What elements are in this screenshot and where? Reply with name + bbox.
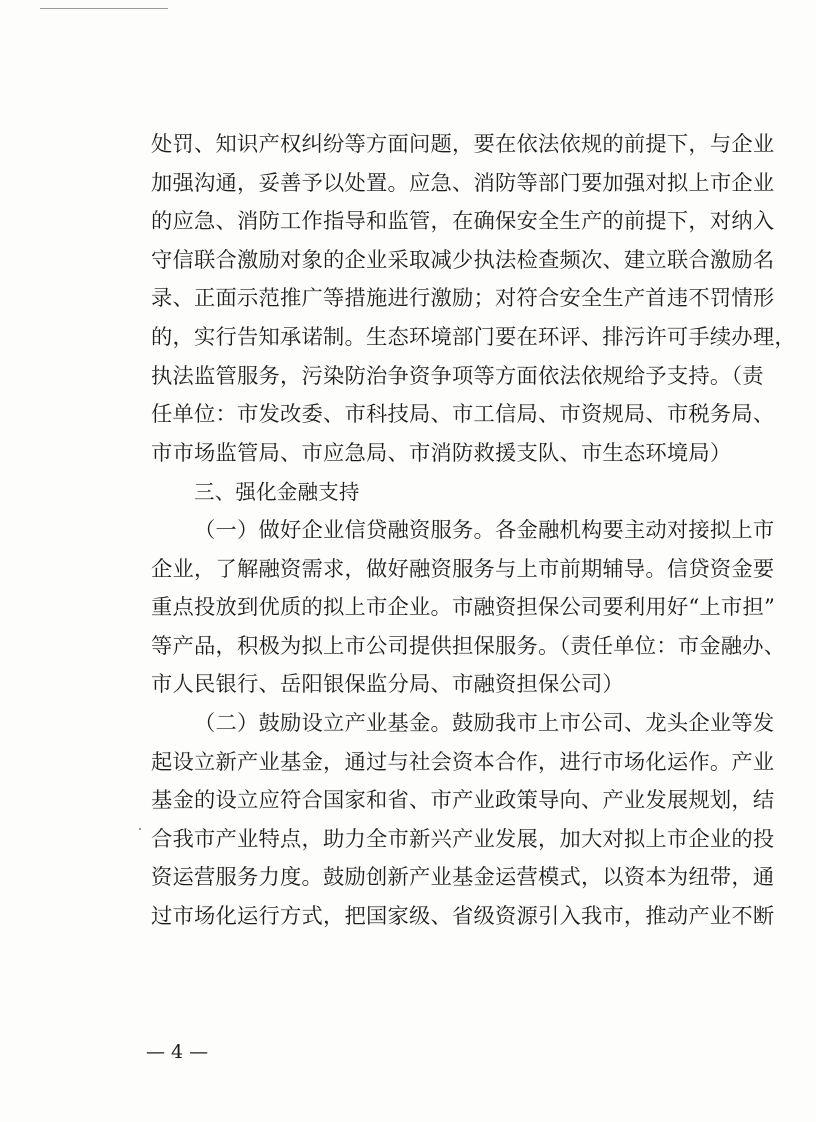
text-line: 市市场监管局、市应急局、市消防救援支队、市生态环境局） [151, 440, 732, 466]
text-line: 守信联合激励对象的企业采取减少执法检查频次、建立联合激励名 [151, 247, 775, 273]
text-line: 基金的设立应符合国家和省、市产业政策导向、产业发展规划，结 [151, 788, 775, 814]
text-line: 企业，了解融资需求，做好融资服务与上市前期辅导。信贷资金要 [151, 556, 775, 582]
text-line: 重点投放到优质的拟上市企业。市融资担保公司要利用好“上市担” [151, 595, 776, 621]
top-rule [40, 8, 168, 9]
text-line: 起设立新产业基金，通过与社会资本合作，进行市场化运作。产业 [151, 749, 775, 775]
text-line: 的，实行告知承诺制。生态环境部门要在环评、排污许可手续办理， [151, 324, 796, 350]
text-line: 处罚、知识产权纠纷等方面问题，要在依法依规的前提下，与企业 [151, 132, 775, 157]
text-line: 市人民银行、岳阳银保监分局、市融资担保公司） [151, 672, 624, 698]
text-line: （一）做好企业信贷融资服务。各金融机构要主动对接拟上市 [194, 517, 775, 543]
text-line: 等产品，积极为拟上市公司提供担保服务。（责任单位：市金融办、 [151, 633, 786, 659]
text-line: 资运营服务力度。鼓励创新产业基金运营模式，以资本为纽带，通 [151, 865, 775, 891]
text-line: 加强沟通，妥善予以处置。应急、消防等部门要加强对拟上市企业 [151, 170, 775, 196]
text-line: 录、正面示范推广等措施进行激励；对符合安全生产首违不罚情形 [151, 286, 775, 312]
text-line: 合我市产业特点，助力全市新兴产业发展，加大对拟上市企业的投 [151, 826, 775, 852]
scan-speck [139, 828, 141, 830]
section-heading: 三、强化金融支持 [194, 480, 360, 505]
text-line: 的应急、消防工作指导和监管，在确保安全生产的前提下，对纳入 [151, 209, 775, 235]
text-line: （二）鼓励设立产业基金。鼓励我市上市公司、龙头企业等发 [194, 710, 775, 736]
text-line: 执法监管服务，污染防治争资争项等方面依法依规给予支持。（责 [151, 363, 764, 389]
text-line: 过市场化运行方式，把国家级、省级资源引入我市，推动产业不断 [151, 903, 775, 929]
text-line: 任单位：市发改委、市科技局、市工信局、市资规局、市税务局、 [151, 402, 775, 428]
body-text [151, 126, 796, 936]
page-number: — 4 — [146, 1041, 209, 1063]
